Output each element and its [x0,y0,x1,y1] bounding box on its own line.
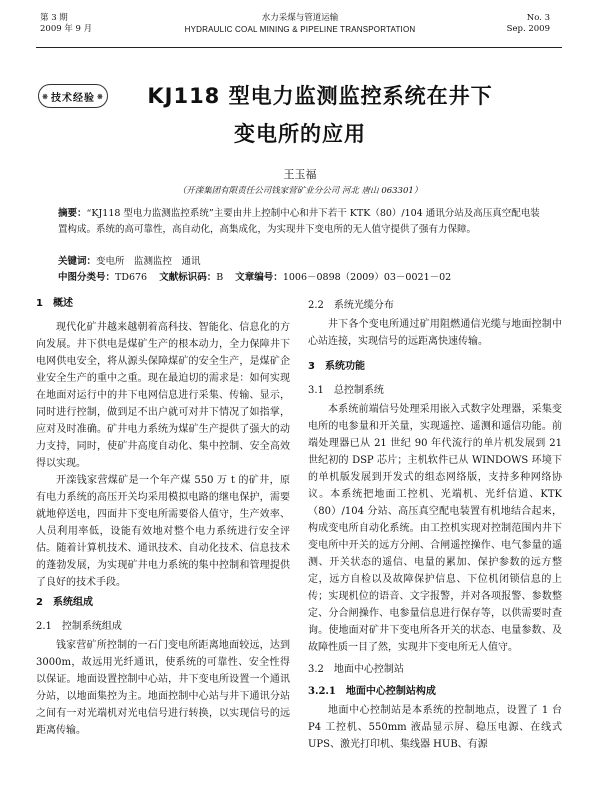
subsection-heading-3-2: 3.2 地面中心控制站 [308,664,404,675]
keywords-text: 变电所 监测监控 通讯 [96,256,201,267]
header-right [507,13,550,35]
issue-number: No. 3 [526,13,550,23]
subsection-heading-2-1: 2.1 控制系统组成 [36,621,122,632]
body-columns [36,292,564,787]
clc-label: 中图分类号： [58,272,116,283]
author: 王玉福 [283,168,317,181]
subsection-heading-2-2: 2.2 系统光缆分布 [308,300,394,311]
article-no-value: 1006－0898（2009）03－0021－02 [282,272,452,283]
right-column [308,292,562,753]
affiliation: （开滦集团有限责任公司钱家营矿业分公司 河北 唐山 063301） [177,186,423,196]
issue-date-en: Sep. 2009 [506,24,550,34]
doc-code-value: B [216,272,224,283]
subsection-heading-3-1: 3.1 总控制系统 [308,385,384,396]
abstract-label: 摘要： [58,208,87,219]
abstract [58,206,542,238]
subsection-heading-3-2-1: 3.2.1 地面中心控制站构成 [308,686,436,697]
paragraph-cable: 井下各个变电所通过矿用阻燃通信光缆与地面控制中心站连接，实现信号的远距离快速传输。 [308,319,562,347]
journal-title-cn: 水力采煤与管道运输 [261,13,339,23]
section-heading-2: 2 系统组成 [36,597,93,608]
issue-label: 第 3 期 [40,13,68,23]
keywords-label: 关键词： [58,256,97,267]
keywords [58,254,542,270]
paragraph-ground-station: 地面中心控制站是本系统的控制地点，设置了 1 台 P4 工控机、550mm 液晶显示屏、稳压电源、在线式 UPS、激光打印机、集线器 HUB、有源 [308,705,562,750]
issue-date: 2009 年 9 月 [40,24,93,34]
paragraph-master-control: 本系统前端信号处理采用嵌入式数字处理器，采集变电所的电参量和开关量，实现遥控、遥测和遥信功能。前端处理器已从 21 世纪 90 年代流行的单片机发展到 21 世纪初的 DSP 芯片；主机软件已从 WINDOWS 环境下的单机版发展到开发式的组态网络版，支持多种网络协议。本系统把地面工控机、光端机、光纤信道、KTK（80）/104 分站、高压真空配电装置有机地结合起来，构成变电所自动化系统。由工控机实现对控制范围内井下变电所中开关的远方分闸、合闸遥控操作、电气参量的遥测、开关状态的遥信、电量的累加、保护参数的远方整定，远方自检以及故障保护信息、下位机闭锁信息的上传；实现机位的语音、文字报警，并对各项报警、参数整定、分合闸操作、电参量信息进行保存等，以供需要时查询。使地面对矿井下变电所各开关的状态、电量参数、及故障性质一目了然，实现井下变电所无人值守。 [308,404,562,653]
left-column [36,292,290,739]
section-heading-3: 3 系统功能 [308,361,365,372]
article-title-line2: 变电所的应用 [234,122,366,146]
journal-title-en: HYDRAULIC COAL MINING & PIPELINE TRANSPORTATION [184,25,416,34]
section-heading-1: 1 概述 [36,298,73,309]
abstract-text: “KJ118 型电力监测监控系统”主要由井上控制中心和井下若干 KTK（80）/104 通讯分站及高压真空配电装置构成。系统的高可靠性，高自动化，高集成化，为实现井下变电所的无人值守提供了强有力保障。 [58,208,540,235]
paragraph-overview-2: 开滦钱家营煤矿是一个年产煤 550 万 t 的矿井，原有电力系统的高压开关均采用模拟电路的继电保护，需要就地停送电，四面井下变电所需要俗人值守，生产效率、人员利用率低，设能有效地对整个电力系统进行安全评估。随着计算机技术、通讯技术、自动化技术、信息技术的蓬勃发展，为实现矿井电力系统的集中控制和管理提供了良好的技术手段。 [36,475,290,588]
paragraph-overview-1: 现代化矿井越来越朝着高科技、智能化、信息化的方向发展。井下供电是煤矿生产的根本动力，全力保障井下电网供电安全，将从源头保障煤矿的安全生产，是煤矿企业安全生产的重中之重。现在最迫切的需求是：如何实现在地面对运行中的井下电网信息进行采集、传输、显示，同时进行控制，做到足不出户就可对井下情况了如指掌，应对及时准确。矿井电力系统为煤矿生产提供了强大的动力支持，同时，使矿井高度自动化、集中控制、安全高效得以实现。 [36,322,290,469]
article-no-label: 文章编号： [235,272,283,283]
category-badge-label: ※ 技术经验 [51,92,95,104]
clc-value: TD676 [115,272,148,283]
doc-code-label: 文献标识码： [159,272,217,283]
classification [58,270,542,286]
paragraph-control-system: 钱家营矿所控制的一石门变电所距离地面较远，达到 3000m，故远用光纤通讯，使系统的可靠性、安全性得以保证。地面设置控制中心站，井下变电所设置一个通讯分站，以地面集控为主。地面控制中心站与井下通讯分站之间有一对光端机对光电信号进行转换，以实现信号的远距离传输。 [36,640,290,736]
article-title-line1: KJ118 型电力监测监控系统在井下 [147,84,493,108]
header-rule [36,47,562,48]
page-header [0,11,600,43]
